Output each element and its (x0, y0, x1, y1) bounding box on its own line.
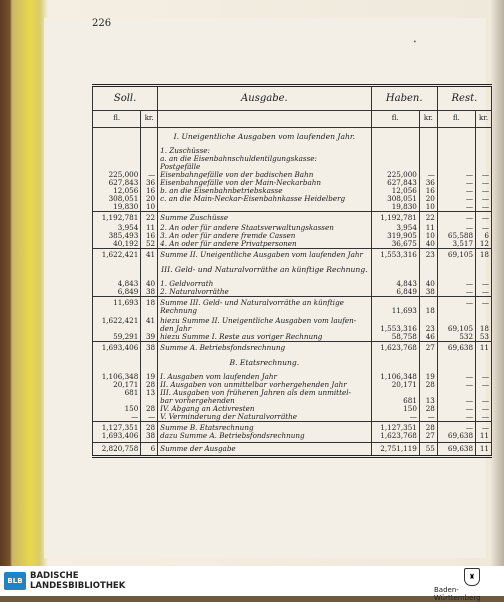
rest-fl-cell: — — (437, 280, 475, 297)
rest-kr-cell: 11 (476, 342, 492, 355)
empty-cell (141, 354, 158, 373)
description-cell: hiezu Summe II. Uneigentliche Ausgaben vom laufen- den Jahr hiezu Summe I. Reste aus voriger Rechnung (158, 317, 371, 342)
section-heading: III. Geld- und Naturalvorräthe an künftige Rechnung. (158, 261, 371, 280)
empty-cell (93, 354, 141, 373)
state-seal-icon: ♜ (464, 568, 480, 586)
soll-kr-cell: 38 (141, 342, 158, 355)
soll-fl-cell: 1,192,781 (93, 212, 141, 225)
page (44, 18, 489, 558)
unit-kr: kr. (419, 111, 437, 128)
rest-fl-cell: 69,105 532 (437, 317, 475, 342)
description-cell: I. Ausgaben vom laufenden Jahr II. Ausgaben von unmittelbar vorhergehenden Jahr III. Ausgaben von früheren Jahren als dem unmittel- bar vorhergehenden IV. Abgang an Activresten V. Verminderung der Naturalvorräthe (158, 373, 371, 422)
ledger-row (93, 317, 492, 342)
rest-kr-cell: — — — — — (476, 147, 492, 212)
rest-fl-cell: 69,105 (437, 249, 475, 262)
unit-fl: fl. (93, 111, 141, 128)
haben-kr-cell: 22 (419, 212, 437, 225)
empty-cell (419, 128, 437, 147)
page-mark: • (413, 39, 417, 46)
rest-fl-cell: 69,638 (437, 342, 475, 355)
empty-cell (437, 261, 475, 280)
rest-fl-cell: — (437, 296, 475, 317)
unit-kr: kr. (141, 111, 158, 128)
haben-fl-cell: 1,553,316 58,758 (371, 317, 419, 342)
haben-fl-cell: 225,000 627,843 12,056 308,051 19,830 (371, 147, 419, 212)
empty-cell (371, 354, 419, 373)
haben-fl-cell: 1,623,768 (371, 342, 419, 355)
header-soll: Soll. (93, 86, 158, 111)
soll-kr-cell: 11 16 52 (141, 224, 158, 249)
state-name: Baden-Württemberg (434, 586, 481, 602)
haben-fl-cell: 1,553,316 (371, 249, 419, 262)
empty-cell (93, 261, 141, 280)
library-logo: BLB (4, 572, 26, 590)
sum-row (93, 249, 492, 262)
ledger-row (93, 373, 492, 422)
haben-kr-cell: 28 27 (419, 422, 437, 443)
soll-kr-cell: 40 38 (141, 280, 158, 297)
soll-fl-cell: 4,843 6,849 (93, 280, 141, 297)
description-cell: Summe Zuschüsse (158, 212, 371, 225)
soll-fl-cell: 1,622,421 (93, 249, 141, 262)
empty-cell (371, 261, 419, 280)
ledger-table (92, 84, 492, 458)
haben-kr-cell: 23 46 (419, 317, 437, 342)
description-cell: Summe B. Etatsrechnung dazu Summe A. Betriebsfondsrechnung (158, 422, 371, 443)
description-cell: 1. Geldvorrath 2. Naturalvorräthe (158, 280, 371, 297)
haben-kr-cell: 55 (419, 443, 437, 457)
empty-cell (141, 128, 158, 147)
header-ausgabe: Ausgabe. (158, 86, 371, 111)
rest-kr-cell: — (476, 296, 492, 317)
description-cell: Summe A. Betriebsfondsrechnung (158, 342, 371, 355)
rest-kr-cell: 11 (476, 443, 492, 457)
haben-kr-cell: 18 (419, 296, 437, 317)
section-heading-row (93, 354, 492, 373)
haben-kr-cell: 27 (419, 342, 437, 355)
ledger-row (93, 280, 492, 297)
header-row (93, 86, 492, 111)
empty-cell (141, 261, 158, 280)
unit-fl: fl. (371, 111, 419, 128)
haben-kr-cell: 19 28 13 28 — (419, 373, 437, 422)
rest-fl-cell: — 65,588 3,517 (437, 224, 475, 249)
description-cell: 1. Zuschüsse: a. an die Eisenbahnschuldentilgungskasse: Postgefälle Eisenbahngefälle von der badischen Bahn Eisenbahngefälle von der Main-Neckarbahn b. an die Eisenbahnbetriebskasse c. an die Main-Neckar-Eisenbahnkasse Heidelberg (158, 147, 371, 212)
section-heading: I. Uneigentliche Ausgaben vom laufenden Jahr. (158, 128, 371, 147)
rest-fl-cell: — 69,638 (437, 422, 475, 443)
section-heading-row (93, 128, 492, 147)
haben-fl-cell: 1,127,351 1,623,768 (371, 422, 419, 443)
ledger-row (93, 147, 492, 212)
empty-cell (93, 128, 141, 147)
haben-fl-cell: 4,843 6,849 (371, 280, 419, 297)
page-number: 226 (92, 18, 112, 29)
rest-kr-cell: — — — — — (476, 373, 492, 422)
description-cell: 2. An oder für andere Staatsverwaltungskassen 3. An oder für andere fremde Cassen 4. An oder für andere Privatpersonen (158, 224, 371, 249)
empty-cell (419, 261, 437, 280)
empty-cell (476, 354, 492, 373)
empty-cell (371, 128, 419, 147)
sum-row (93, 422, 492, 443)
soll-kr-cell: — 36 16 20 10 (141, 147, 158, 212)
description-cell: Summe der Ausgabe (158, 443, 371, 457)
rest-kr-cell: — 6 12 (476, 224, 492, 249)
soll-kr-cell: 41 39 (141, 317, 158, 342)
soll-fl-cell: 3,954 385,493 40,192 (93, 224, 141, 249)
empty-cell (437, 354, 475, 373)
sum-row (93, 342, 492, 355)
section-heading: B. Etatsrechnung. (158, 354, 371, 373)
unit-kr: kr. (476, 111, 492, 128)
sum-row (93, 296, 492, 317)
rest-kr-cell: 18 (476, 249, 492, 262)
soll-kr-cell: 22 (141, 212, 158, 225)
empty-cell (419, 354, 437, 373)
soll-fl-cell: 1,127,351 1,693,406 (93, 422, 141, 443)
rest-kr-cell: — 11 (476, 422, 492, 443)
haben-kr-cell: 11 10 40 (419, 224, 437, 249)
section-heading-row (93, 261, 492, 280)
rest-kr-cell: — (476, 212, 492, 225)
header-rest: Rest. (437, 86, 491, 111)
soll-kr-cell: 28 38 (141, 422, 158, 443)
description-cell: Summe III. Geld- und Naturalvorräthe an künftige Rechnung (158, 296, 371, 317)
sum-row (93, 443, 492, 457)
soll-kr-cell: 6 (141, 443, 158, 457)
ledger-row (93, 224, 492, 249)
rest-fl-cell: 69,638 (437, 443, 475, 457)
rest-fl-cell: — — — — — (437, 373, 475, 422)
haben-fl-cell: 1,192,781 (371, 212, 419, 225)
ledger-body (93, 128, 492, 457)
haben-kr-cell: — 36 16 20 10 (419, 147, 437, 212)
empty-cell (476, 261, 492, 280)
soll-kr-cell: 18 (141, 296, 158, 317)
empty-cell (437, 128, 475, 147)
soll-fl-cell: 1,106,348 20,171 681 150 — (93, 373, 141, 422)
haben-kr-cell: 40 38 (419, 280, 437, 297)
rest-fl-cell: — — — — — (437, 147, 475, 212)
soll-fl-cell: 1,622,421 59,291 (93, 317, 141, 342)
header-haben: Haben. (371, 86, 437, 111)
unit-row (93, 111, 492, 128)
soll-fl-cell: 2,820,758 (93, 443, 141, 457)
soll-fl-cell: 1,693,406 (93, 342, 141, 355)
haben-fl-cell: 11,693 (371, 296, 419, 317)
empty-cell (476, 128, 492, 147)
unit-fl: fl. (437, 111, 475, 128)
rest-kr-cell: — — (476, 280, 492, 297)
soll-fl-cell: 225,000 627,843 12,056 308,051 19,830 (93, 147, 141, 212)
description-cell: Summe II. Uneigentliche Ausgaben vom laufenden Jahr (158, 249, 371, 262)
soll-kr-cell: 41 (141, 249, 158, 262)
soll-kr-cell: 19 28 13 28 — (141, 373, 158, 422)
soll-fl-cell: 11,693 (93, 296, 141, 317)
haben-fl-cell: 2,751,119 (371, 443, 419, 457)
haben-kr-cell: 23 (419, 249, 437, 262)
haben-fl-cell: 1,106,348 20,171 681 150 — (371, 373, 419, 422)
rest-kr-cell: 18 53 (476, 317, 492, 342)
library-name: BADISCHE LANDESBIBLIOTHEK (30, 571, 126, 591)
unit-blank (158, 111, 371, 128)
rest-fl-cell: — (437, 212, 475, 225)
haben-fl-cell: 3,954 319,905 36,675 (371, 224, 419, 249)
